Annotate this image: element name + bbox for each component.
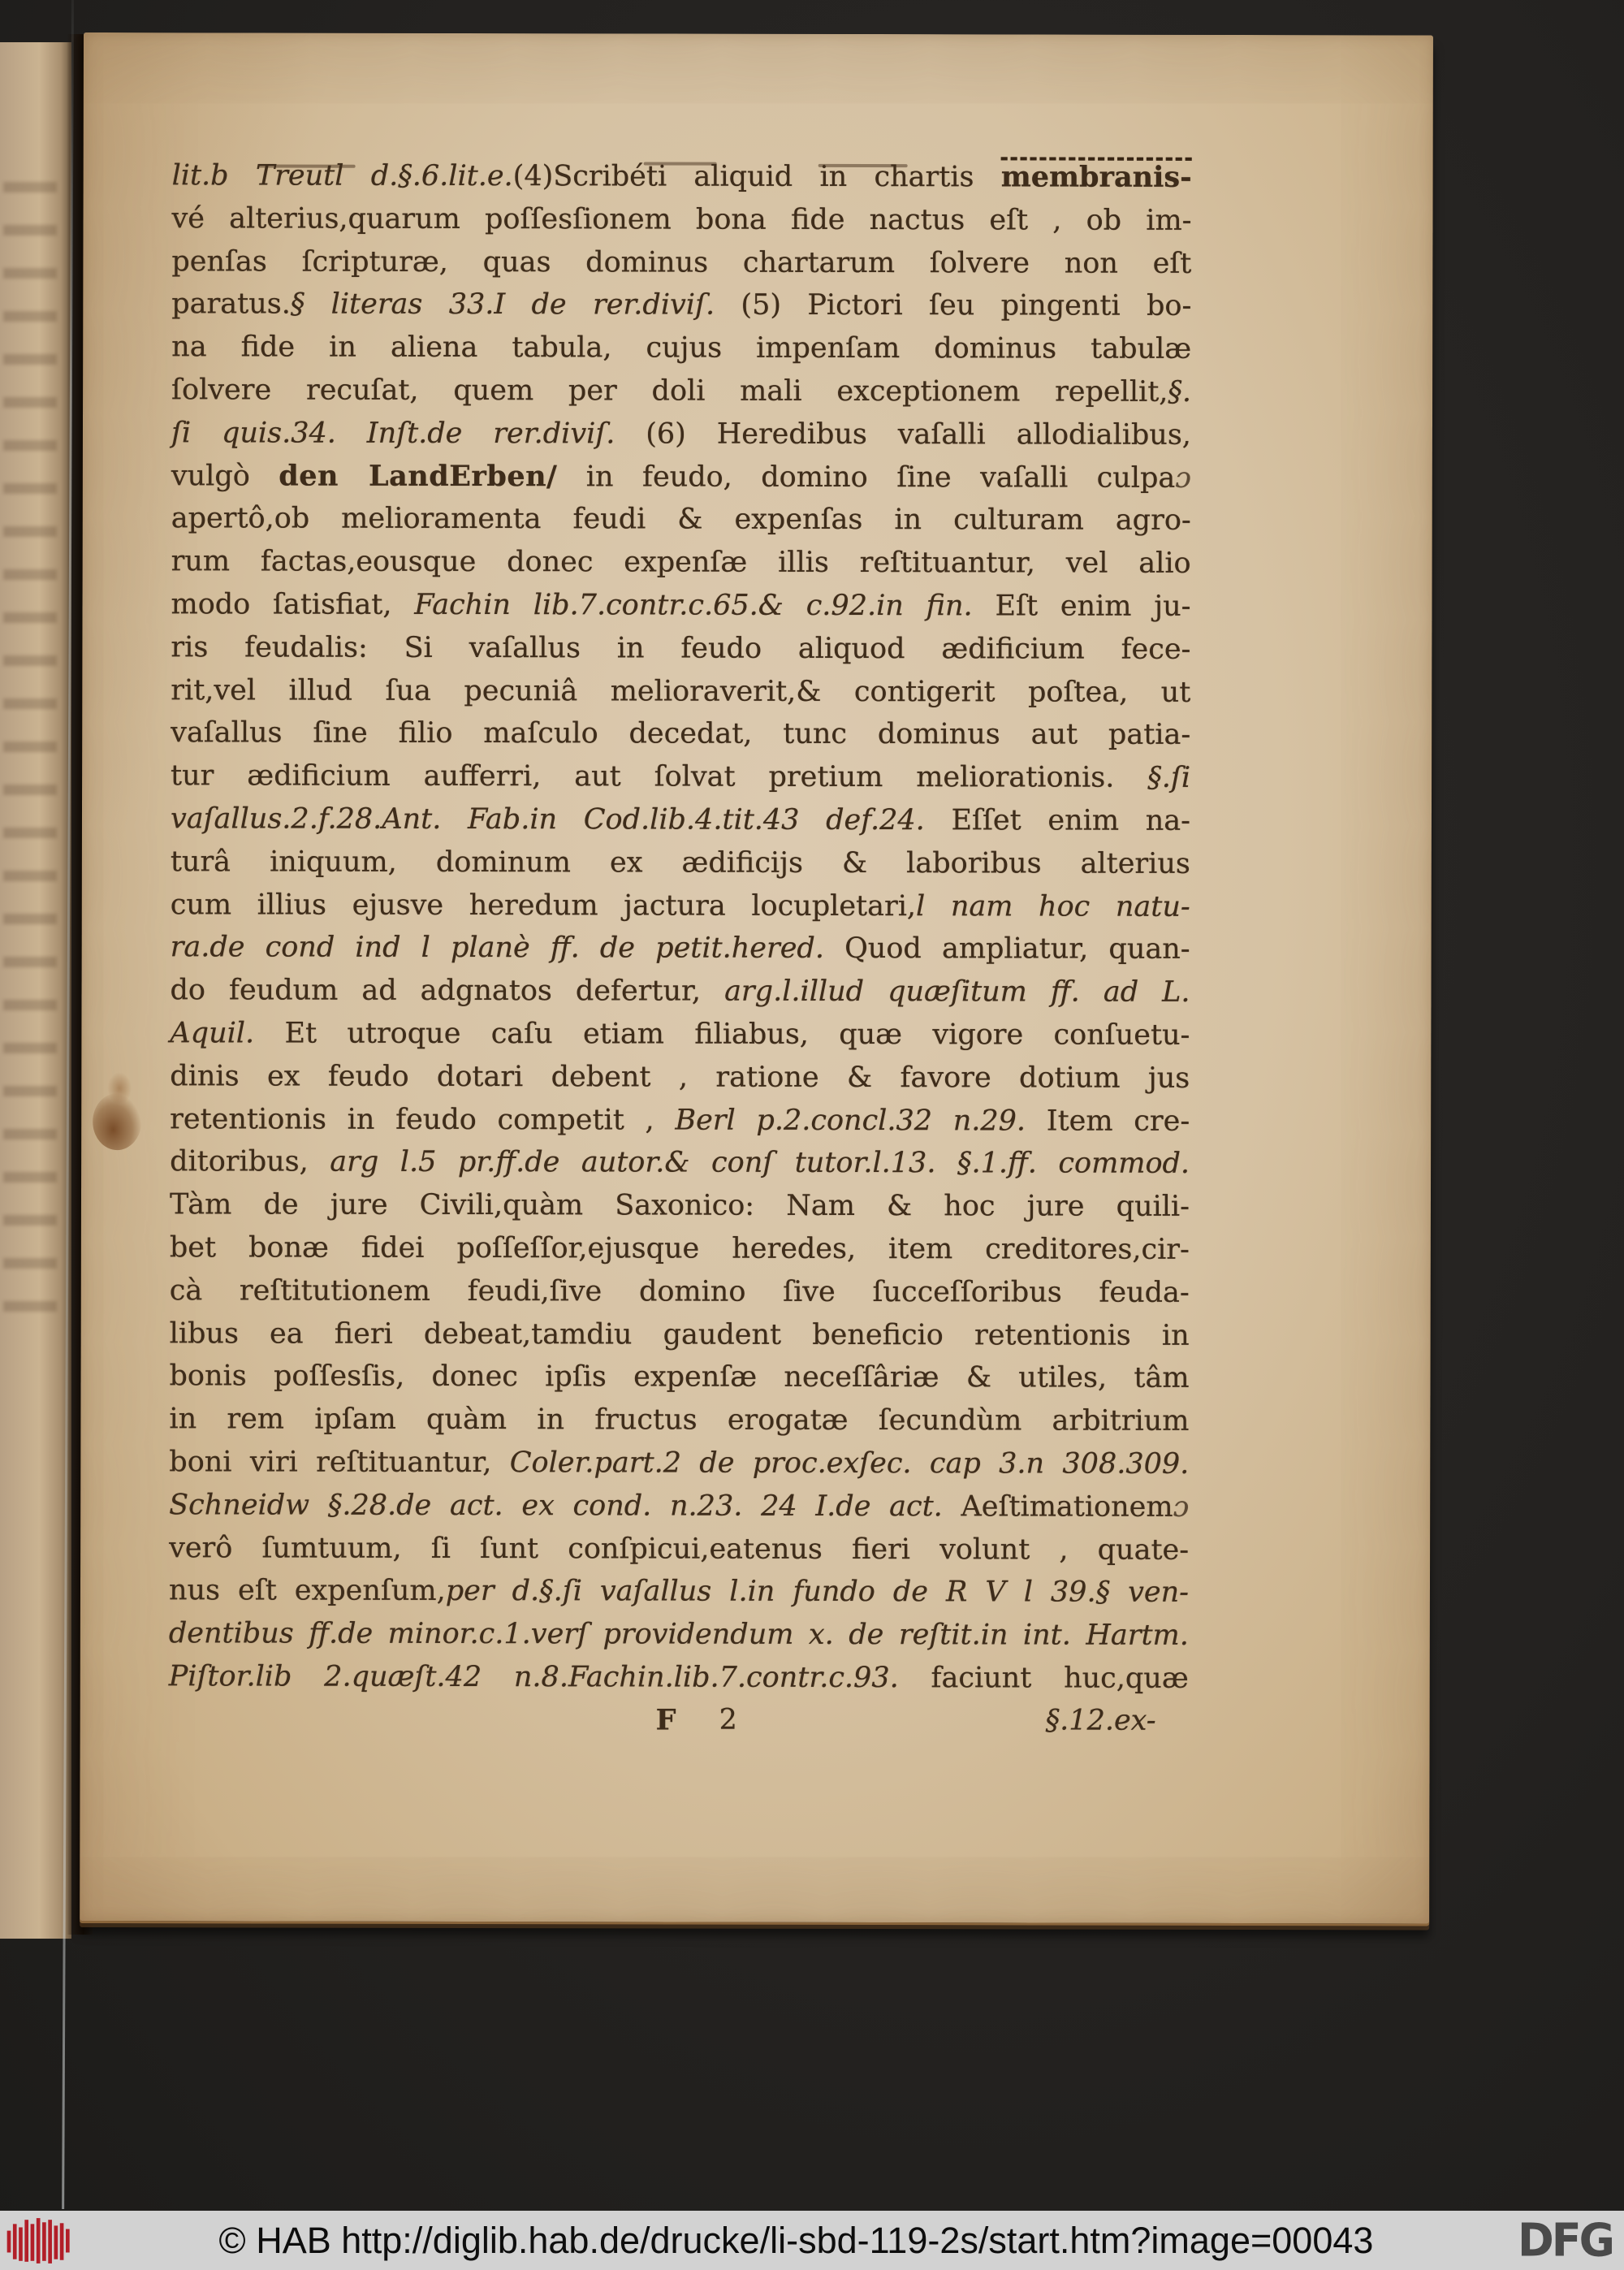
viewer-footer: [0, 2211, 1624, 2270]
text-line: vulgò den LandErben/ in feudo, domino ſine vaſalli culpaɔ: [171, 459, 1191, 495]
ghost-text-showthrough: [3, 182, 57, 1319]
text-line: vaſallus.2.f.28.Ant. Fab.in Cod.lib.4.tit.43 def.24. Eſſet enim na-: [170, 802, 1191, 837]
dfg-logo: DFG: [1517, 2213, 1613, 2268]
text-line: do feudum ad adgnatos defertur, arg.l.illud quæſitum ff. ad L.: [170, 974, 1190, 1009]
text-line: ſi quis.34. Inſt.de rer.diviſ. (6) Heredibus vaſalli allodialibus,: [171, 417, 1191, 452]
text-line: retentionis in feudo competit , Berl p.2.concl.32 n.29. Item cre-: [170, 1102, 1190, 1138]
hab-logo: [6, 2216, 75, 2266]
text-line: dentibus ff.de minor.c.1.verſ providendum x. de reſtit.in int. Hartm.: [168, 1617, 1189, 1652]
text-line: dinis ex feudo dotari debent , ratione & favore dotium jus: [170, 1059, 1190, 1095]
text-line: bet bonæ fidei poſſeſſor,ejusque heredes, item creditores,cir-: [169, 1231, 1190, 1266]
text-line: cà reſtitutionem feudi,ſive domino ſive ſucceſſoribus feuda-: [169, 1273, 1190, 1309]
text-line: ris feudalis: Si vaſallus in feudo aliquod ædificium fece-: [171, 630, 1191, 666]
opposite-page-edge: [0, 42, 71, 1939]
text-line: penſas ſcripturæ, quas dominus chartarum ſolvere non eſt: [171, 244, 1192, 280]
text-line: libus ea fieri debeat,tamdiu gaudent beneficio retentionis in: [169, 1317, 1190, 1352]
text-line: Aquil. Et utroque caſu etiam filiabus, quæ vigore conſuetu-: [170, 1017, 1190, 1052]
text-line: vé alterius,quarum poſſesſionem bona fide nactus eſt , ob im-: [171, 202, 1192, 237]
catchword: §.12.ex-: [1045, 1704, 1156, 1737]
text-line: ditoribus, arg l.5 pr.ff.de autor.& conſ tutor.l.13. §.1.ff. commod.: [170, 1145, 1190, 1181]
text-line: Tàm de jure Civili,quàm Saxonico: Nam & hoc jure quili-: [169, 1188, 1190, 1223]
text-line: Piſtor.lib 2.quæſt.42 n.8.Fachin.lib.7.contr.c.93. faciunt huc,quæ: [168, 1660, 1189, 1695]
page-text-block: [169, 154, 1192, 1700]
text-line: vaſallus ſine filio maſculo decedat, tunc dominus aut patia-: [171, 716, 1191, 752]
text-line: nus eſt expenſum,per d.§.ſi vaſallus l.in fundo de R V l 39.§ ven-: [168, 1574, 1190, 1610]
text-line: apertô,ob melioramenta feudi & expenſas in culturam agro-: [171, 502, 1191, 538]
text-line: boni viri reſtituantur, Coler.part.2 de proc.exſec. cap 3.n 308.309.: [169, 1446, 1190, 1481]
footer-copyright-url: © HAB http://diglib.hab.de/drucke/li-sbd-119-2s/start.htm?image=00043: [218, 2219, 1374, 2261]
text-line: bonis poſſesſis, donec ipſis expenſæ neceſſâriæ & utiles, tâm: [169, 1360, 1190, 1395]
text-line: lit.b Treutl d.§.6.lit.e.(4)Scribéti aliquid in chartis membranis-: [171, 159, 1192, 194]
scanned-book-page: [80, 32, 1433, 1923]
text-line: ſolvere recuſat, quem per doli mali exceptionem repellit,§.: [171, 374, 1192, 409]
signature-number: 2: [719, 1703, 737, 1736]
text-line: verô ſumtuum, ſi ſunt conſpicui,eatenus fieri volunt , quate-: [169, 1531, 1190, 1567]
signature-row: [169, 1702, 1189, 1748]
text-line: turâ iniquum, dominum ex ædificijs & laboribus alterius: [170, 845, 1190, 880]
text-line: cum illius ejusve heredum jactura locupletari,l nam hoc natu-: [170, 888, 1190, 923]
text-line: na fide in aliena tabula, cujus impenſam dominus tabulæ: [171, 331, 1192, 366]
text-line: ra.de cond ind l planè ff. de petit.hered. Quod ampliatur, quan-: [170, 931, 1190, 966]
ink-blot-stain: [93, 1093, 141, 1150]
text-line: rit,vel illud ſua pecuniâ melioraverit,& contigerit poſtea, ut: [171, 673, 1191, 709]
text-line: tur ædificium aufferri, aut ſolvat pretium meliorationis. §.ſi: [171, 759, 1191, 795]
text-line: paratus.§ literas 33.I de rer.diviſ. (5) Pictori ſeu pingenti bo-: [171, 288, 1192, 323]
text-line: Schneidw §.28.de act. ex cond. n.23. 24 I.de act. Aeſtimationemɔ: [169, 1488, 1190, 1524]
text-line: modo ſatisfiat, Fachin lib.7.contr.c.65.& c.92.in fin. Eſt enim ju-: [171, 588, 1191, 623]
signature-mark: F: [655, 1703, 676, 1737]
text-line: in rem ipſam quàm in fructus erogatæ ſecundùm arbitrium: [169, 1403, 1190, 1438]
text-line: rum factas,eousque donec expenſæ illis reſtituantur, vel alio: [171, 545, 1191, 581]
